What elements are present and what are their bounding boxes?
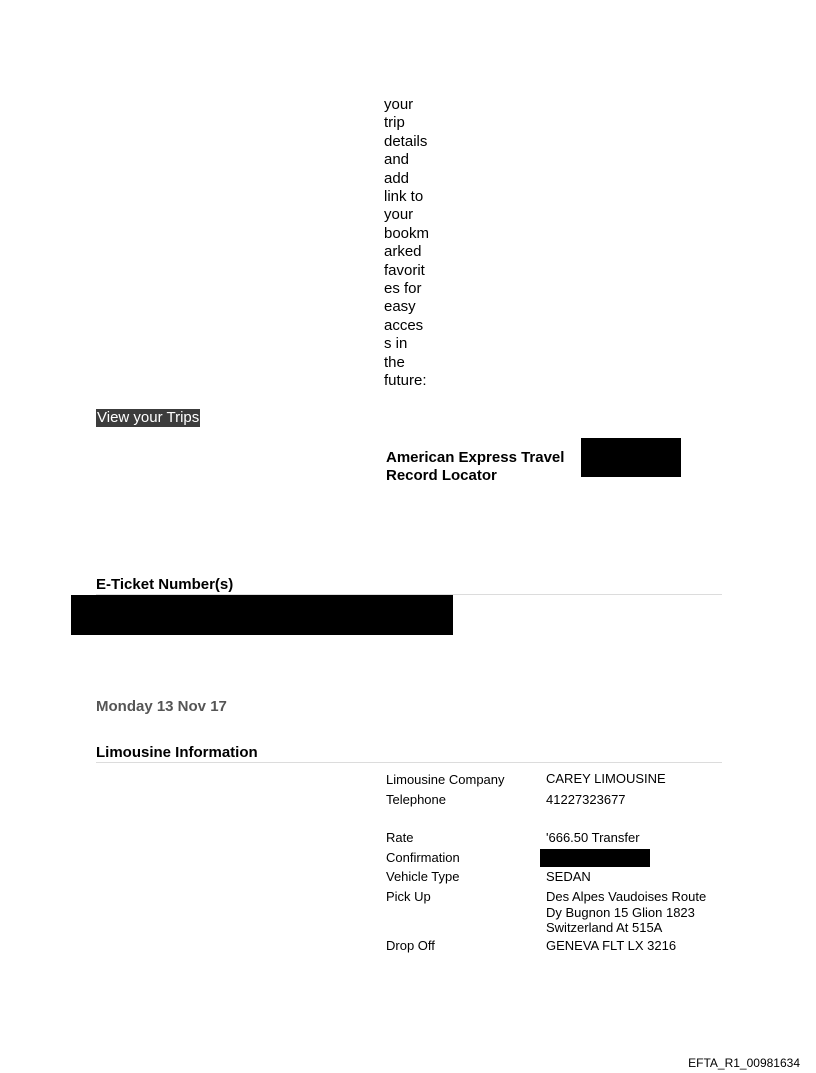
record-locator-label-line2: Record Locator	[386, 467, 497, 484]
company-label: Limousine Company	[386, 772, 505, 787]
eticket-redaction	[71, 595, 453, 635]
telephone-value: 41227323677	[546, 792, 626, 807]
pickup-value	[546, 889, 706, 936]
day-heading: Monday 13 Nov 17	[96, 698, 227, 715]
pickup-line: Dy Bugnon 15 Glion 1823	[546, 904, 695, 920]
confirmation-redaction	[540, 849, 650, 867]
note-word: link to	[384, 188, 424, 206]
note-word: s in	[384, 335, 408, 353]
note-word: the	[384, 353, 405, 371]
rate-label: Rate	[386, 830, 414, 845]
note-word: details	[384, 132, 428, 150]
note-word: and	[384, 151, 410, 169]
dropoff-value: GENEVA FLT LX 3216	[546, 938, 677, 953]
note-word: bookm	[384, 224, 430, 242]
note-word: future:	[384, 372, 427, 390]
telephone-label: Telephone	[386, 792, 446, 807]
note-word: your	[384, 206, 414, 224]
note-word: favorit	[384, 261, 425, 279]
document-id: EFTA_R1_00981634	[688, 1056, 800, 1070]
vehicle-value: SEDAN	[546, 869, 591, 884]
note-word: arked	[384, 243, 422, 261]
record-locator-redaction	[581, 438, 681, 477]
note-word: easy	[384, 298, 416, 316]
pickup-label: Pick Up	[386, 889, 431, 904]
vehicle-label: Vehicle Type	[386, 869, 460, 884]
limousine-divider	[96, 762, 722, 763]
dropoff-label: Drop Off	[386, 938, 435, 953]
note-word: acces	[384, 316, 424, 334]
note-word: your	[384, 96, 414, 113]
view-trips-link[interactable]: View your Trips	[97, 409, 200, 426]
company-value: CAREY LIMOUSINE	[546, 771, 666, 786]
eticket-heading: E-Ticket Number(s)	[96, 576, 234, 593]
note-word: es for	[384, 280, 422, 298]
rate-value: '666.50 Transfer	[546, 830, 640, 845]
pickup-line: Des Alpes Vaudoises Route	[546, 889, 707, 904]
pickup-line: Switzerland At 515A	[546, 920, 663, 935]
trip-details-note	[384, 96, 436, 391]
confirmation-label: Confirmation	[386, 850, 460, 865]
record-locator-label-line1: American Express Travel	[386, 449, 565, 466]
limousine-heading: Limousine Information	[96, 744, 258, 761]
record-locator-label	[386, 449, 564, 485]
note-word: trip	[384, 114, 405, 132]
note-word: add	[384, 169, 410, 187]
